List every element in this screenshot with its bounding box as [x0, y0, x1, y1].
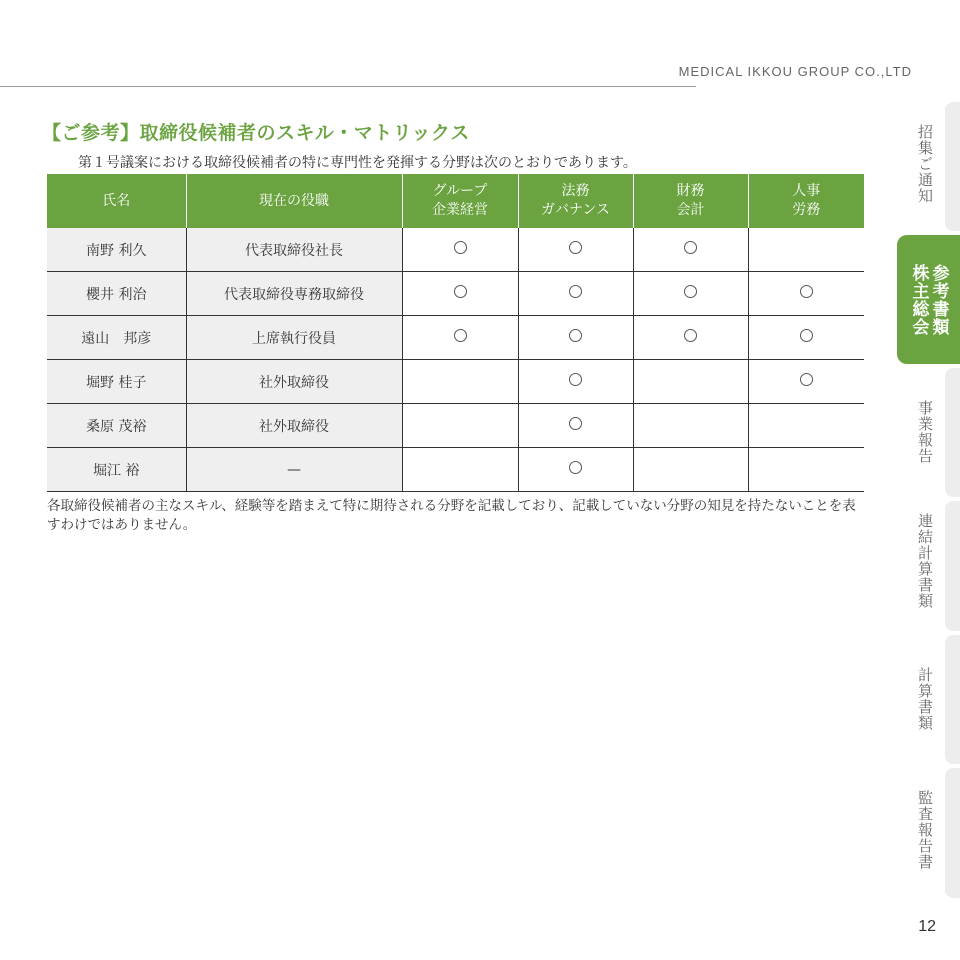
skill-cell	[748, 272, 864, 316]
circle-mark-icon	[569, 241, 582, 254]
circle-mark-icon	[800, 329, 813, 342]
skill-cell	[633, 272, 748, 316]
table-row	[47, 448, 864, 492]
circle-mark-icon	[684, 285, 697, 298]
circle-mark-icon	[800, 285, 813, 298]
skill-cell	[402, 272, 518, 316]
circle-mark-icon	[684, 329, 697, 342]
table-row	[47, 316, 864, 360]
skill-cell	[518, 272, 633, 316]
side-tab-audit[interactable]: 監査報告書	[916, 790, 934, 870]
candidate-name: 堀江 裕	[47, 448, 186, 492]
candidate-name: 南野 利久	[47, 228, 186, 272]
candidate-name: 桑原 茂裕	[47, 404, 186, 448]
side-tab-financial[interactable]: 計算書類	[916, 667, 934, 731]
skill-cell	[748, 316, 864, 360]
candidate-position: 上席執行役員	[186, 316, 402, 360]
side-tab-reference-active[interactable]	[897, 235, 960, 364]
circle-mark-icon	[569, 285, 582, 298]
table-row	[47, 272, 864, 316]
skill-cell	[748, 448, 864, 492]
circle-mark-icon	[454, 285, 467, 298]
side-tab-bg-audit[interactable]	[945, 768, 960, 898]
skill-cell	[748, 360, 864, 404]
skill-cell	[402, 360, 518, 404]
circle-mark-icon	[800, 373, 813, 386]
skill-cell	[633, 448, 748, 492]
header-skill-finance: 財務 会計	[633, 174, 748, 228]
side-tab-bg-financial[interactable]	[945, 635, 960, 764]
candidate-position: 代表取締役専務取締役	[186, 272, 402, 316]
skill-matrix-table	[47, 174, 864, 492]
skill-cell	[402, 448, 518, 492]
skill-cell	[518, 360, 633, 404]
table-header-row	[47, 174, 864, 228]
table-row	[47, 404, 864, 448]
candidate-position: 社外取締役	[186, 404, 402, 448]
candidate-name: 堀野 桂子	[47, 360, 186, 404]
skill-cell	[402, 228, 518, 272]
skill-cell	[518, 404, 633, 448]
side-tab-bg-business[interactable]	[945, 368, 960, 497]
skill-cell	[518, 448, 633, 492]
page-subtitle: 第１号議案における取締役候補者の特に専門性を発揮する分野は次のとおりであります。	[78, 155, 637, 171]
side-tab-reference-line2: 参考書類	[928, 263, 949, 336]
table-row	[47, 360, 864, 404]
circle-mark-icon	[454, 329, 467, 342]
header-skill-management: グループ 企業経営	[402, 174, 518, 228]
candidate-position: 代表取締役社長	[186, 228, 402, 272]
circle-mark-icon	[684, 241, 697, 254]
candidate-name: 櫻井 利治	[47, 272, 186, 316]
side-tab-bg-consolidated[interactable]	[945, 501, 960, 631]
circle-mark-icon	[569, 329, 582, 342]
skill-cell	[518, 316, 633, 360]
candidate-position: —	[186, 448, 402, 492]
side-tab-bg-notice[interactable]	[945, 102, 960, 231]
header-name: 氏名	[47, 174, 186, 228]
skill-cell	[402, 404, 518, 448]
side-tab-notice[interactable]: 招集ご通知	[916, 124, 934, 204]
header-position: 現在の役職	[186, 174, 402, 228]
circle-mark-icon	[569, 373, 582, 386]
circle-mark-icon	[569, 417, 582, 430]
skill-cell	[633, 228, 748, 272]
skill-cell	[518, 228, 633, 272]
circle-mark-icon	[569, 461, 582, 474]
candidate-name: 遠山 邦彦	[47, 316, 186, 360]
footnote: 各取締役候補者の主なスキル、経験等を踏まえて特に期待される分野を記載しており、記載していない分野の知見を持たないことを表すわけではありません。	[47, 498, 856, 533]
page-number: 12	[918, 918, 936, 935]
skill-cell	[633, 360, 748, 404]
page-title: 【ご参考】取締役候補者のスキル・マトリックス	[42, 122, 470, 144]
side-tab-reference-line1: 株主総会	[908, 263, 929, 336]
skill-cell	[748, 404, 864, 448]
skill-cell	[748, 228, 864, 272]
candidate-position: 社外取締役	[186, 360, 402, 404]
table-row	[47, 228, 864, 272]
skill-cell	[633, 316, 748, 360]
header-skill-legal: 法務 ガバナンス	[518, 174, 633, 228]
skill-cell	[402, 316, 518, 360]
side-tab-consolidated[interactable]: 連結計算書類	[916, 513, 934, 609]
header-skill-hr: 人事 労務	[748, 174, 864, 228]
skill-cell	[633, 404, 748, 448]
company-name: MEDICAL IKKOU GROUP CO.,LTD	[678, 64, 912, 79]
circle-mark-icon	[454, 241, 467, 254]
side-tab-business-report[interactable]: 事業報告	[916, 400, 934, 464]
header-rule	[0, 86, 696, 87]
